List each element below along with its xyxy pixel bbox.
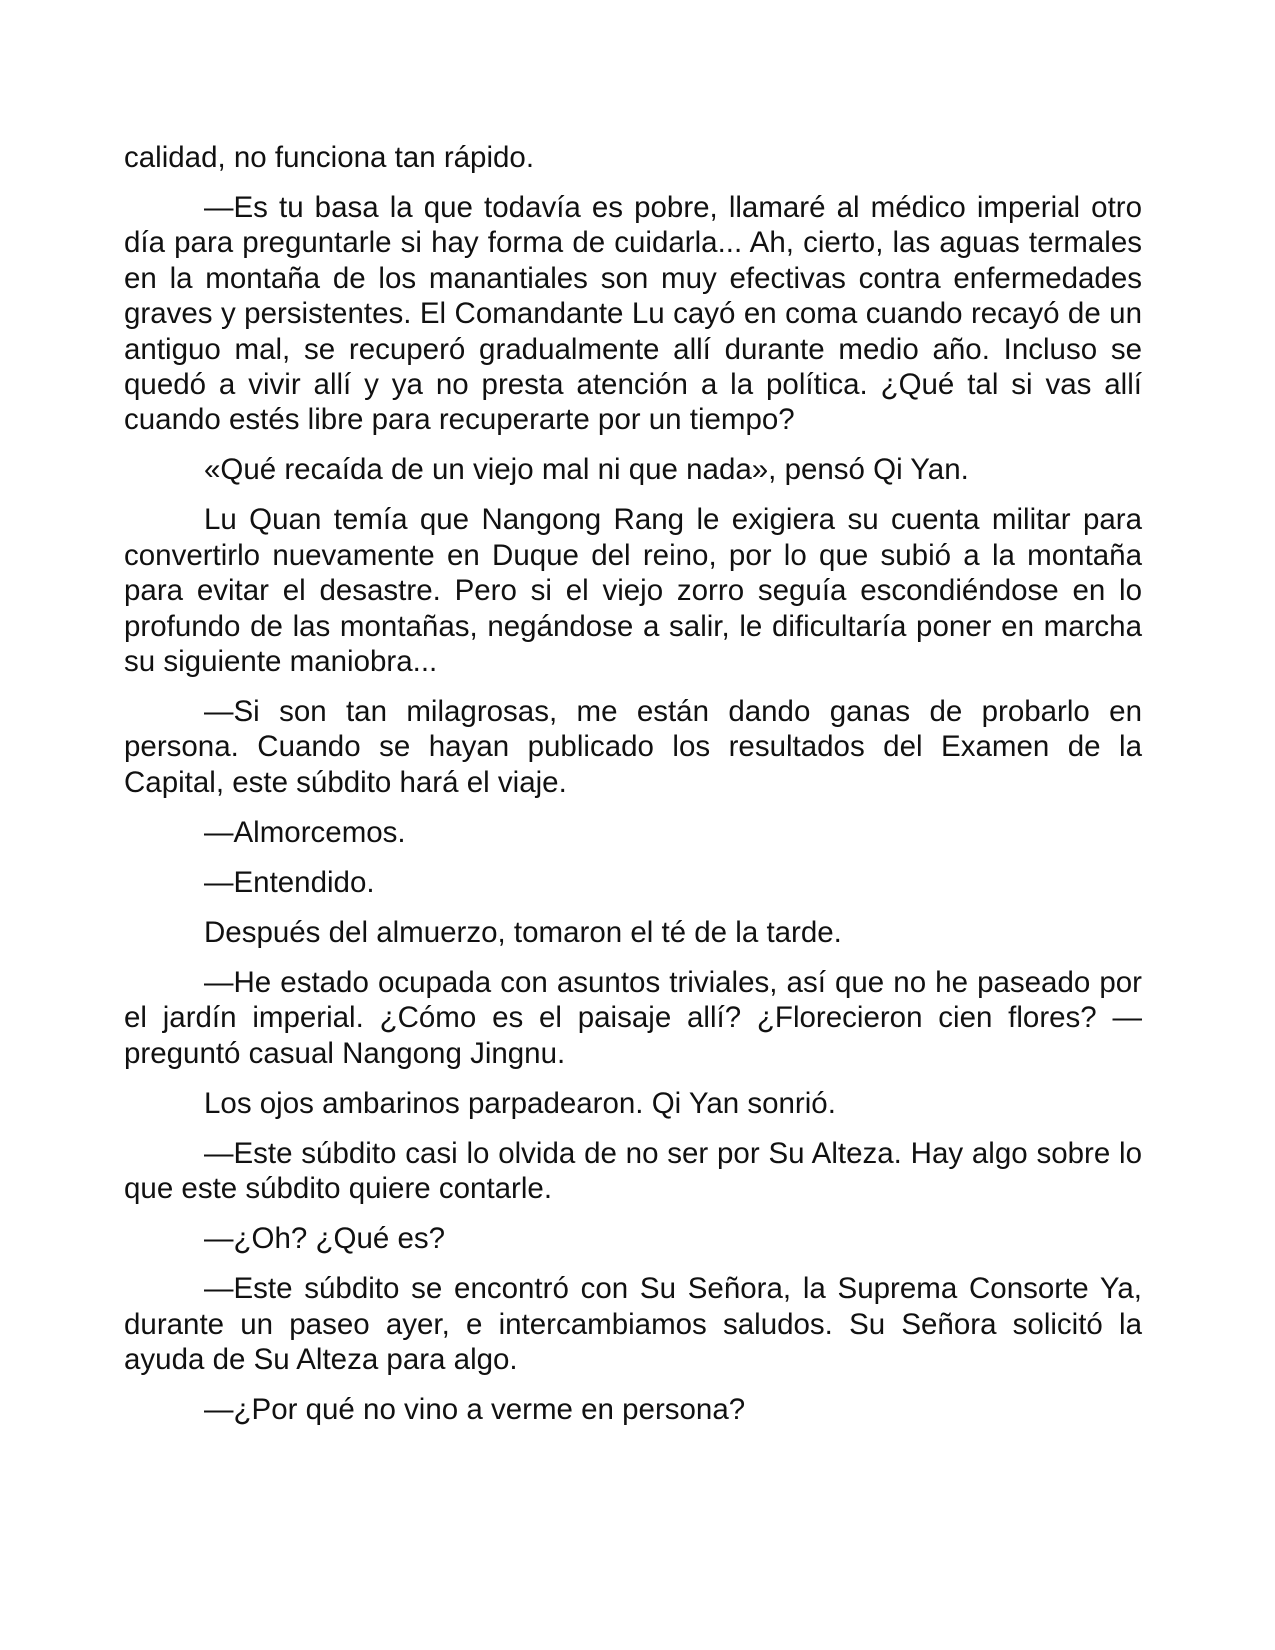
paragraph: —Este súbdito casi lo olvida de no ser por Su Alteza. Hay algo sobre lo que este súbdito quiere contarle. — [124, 1136, 1142, 1206]
paragraph: —Este súbdito se encontró con Su Señora, la Suprema Consorte Ya, durante un paseo ayer, e intercambiamos saludos. Su Señora solicitó la ayuda de Su Alteza para algo. — [124, 1272, 1142, 1376]
paragraph: Los ojos ambarinos parpadearon. Qi Yan sonrió. — [204, 1086, 836, 1120]
paragraph: Lu Quan temía que Nangong Rang le exigiera su cuenta militar para convertirlo nuevamente en Duque del reino, por lo que subió a la montaña para evitar el desastre. Pero si el viejo zorro seguía escondiéndose en lo profundo de las montañas, negándose a salir, le dificultaría poner en marcha su siguiente maniobra... — [124, 503, 1142, 679]
paragraph: —He estado ocupada con asuntos triviales, así que no he paseado por el jardín imperial. ¿Cómo es el paisaje allí? ¿Florecieron cien flores? —preguntó casual Nangong Jingnu. — [124, 965, 1142, 1070]
paragraph: —¿Por qué no vino a verme en persona? — [204, 1392, 746, 1426]
paragraph: —Es tu basa la que todavía es pobre, llamaré al médico imperial otro día para preguntarle si hay forma de cuidarla... Ah, cierto, las aguas termales en la montaña de los manantiales son muy efectivas contra enfermedades graves y persistentes. El Comandante Lu cayó en coma cuando recayó de un antiguo mal, se recuperó gradualmente allí durante medio año. Incluso se quedó a vivir allí y ya no presta atención a la política. ¿Qué tal si vas allí cuando estés libre para recuperarte por un tiempo? — [124, 191, 1142, 437]
paragraph: —¿Oh? ¿Qué es? — [204, 1222, 446, 1256]
paragraph: —Entendido. — [204, 865, 375, 899]
document-page — [124, 140, 1142, 1427]
paragraph: —Si son tan milagrosas, me están dando ganas de probarlo en persona. Cuando se hayan publicado los resultados del Examen de la Capital, este súbdito hará el viaje. — [124, 695, 1142, 799]
paragraph: «Qué recaída de un viejo mal ni que nada», pensó Qi Yan. — [204, 453, 969, 487]
paragraph: calidad, no funciona tan rápido. — [124, 141, 535, 174]
paragraph: Después del almuerzo, tomaron el té de la tarde. — [204, 915, 842, 949]
paragraph: —Almorcemos. — [204, 815, 406, 849]
